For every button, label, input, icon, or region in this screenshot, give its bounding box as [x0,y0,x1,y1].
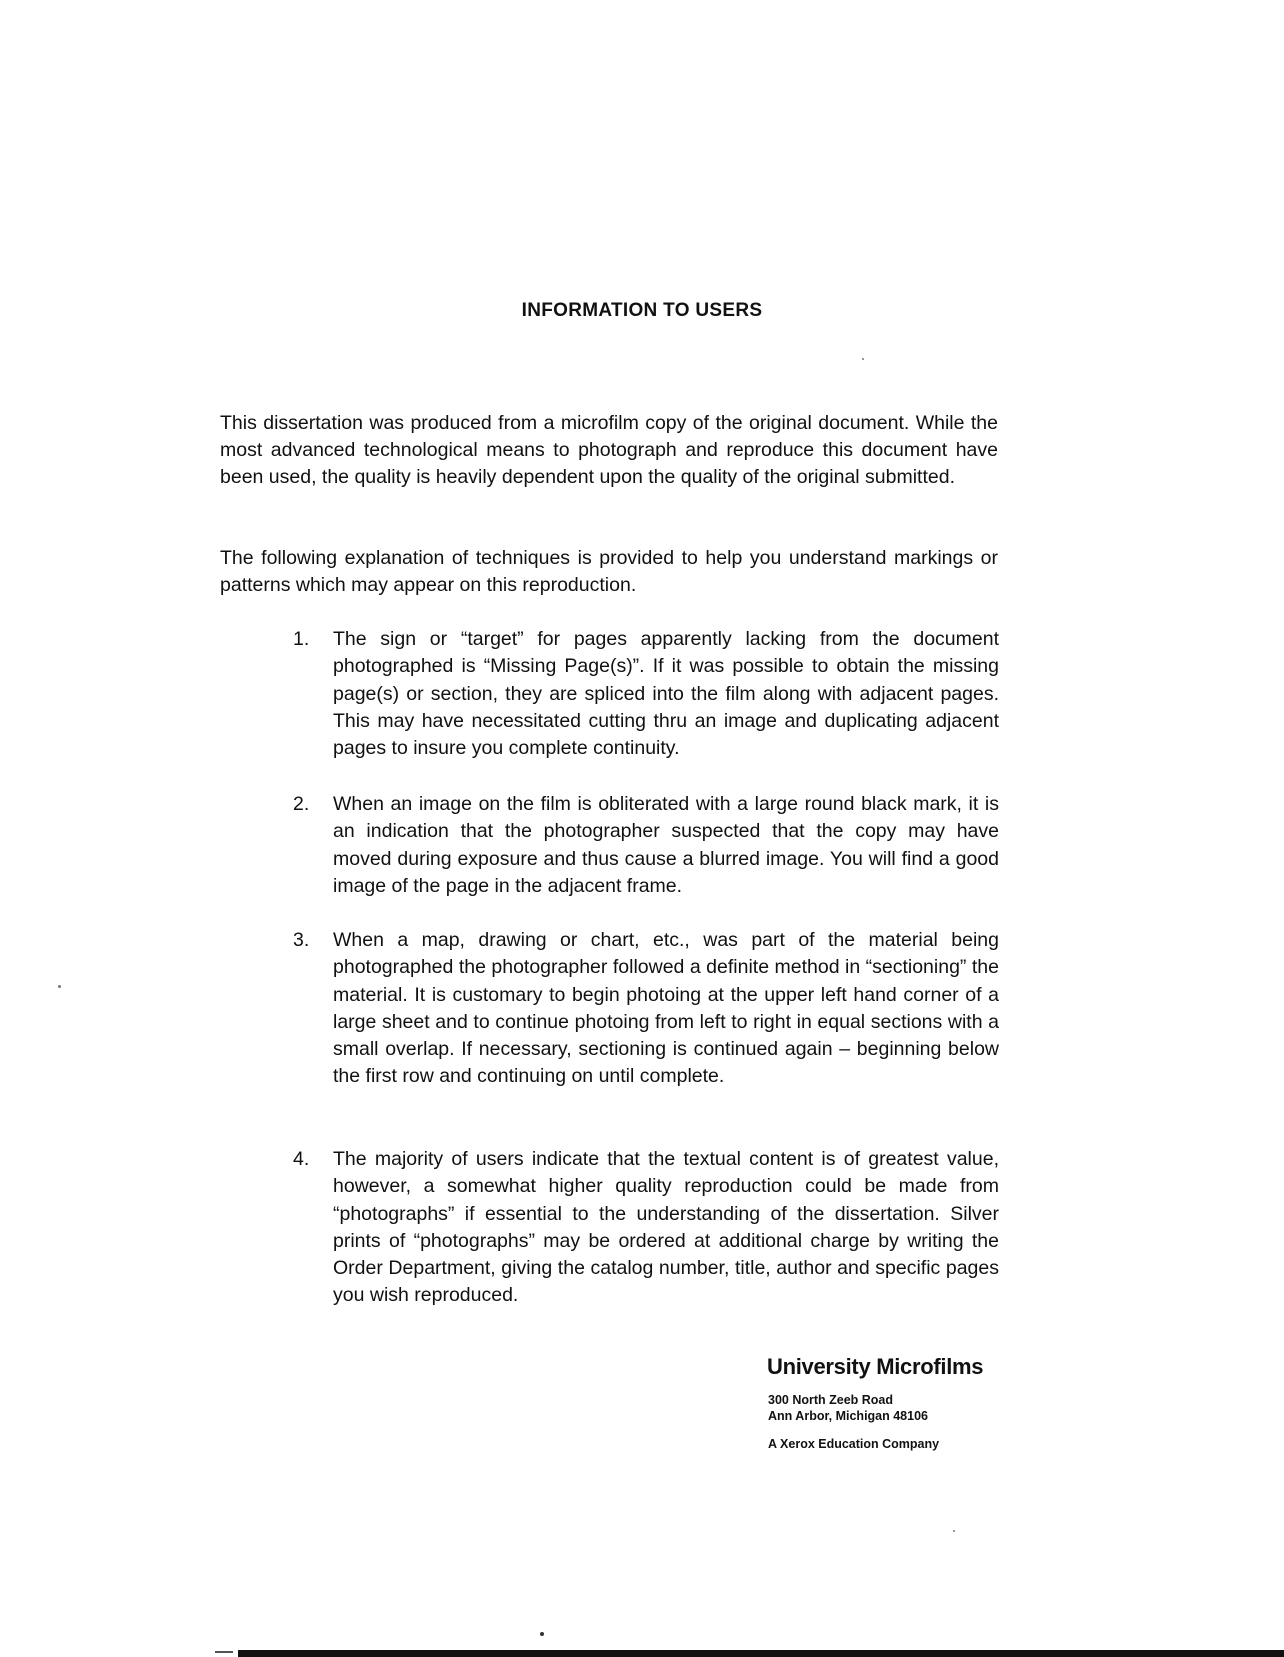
scan-speck [540,1632,544,1636]
publisher-address-line-2: Ann Arbor, Michigan 48106 [768,1409,928,1423]
list-item-number: 3. [293,929,310,951]
scan-edge-tick [215,1651,233,1653]
list-item [293,927,999,1091]
intro-paragraph-2: The following explanation of techniques is provided to help you understand markings or patterns which may appear on this reproduction. [220,547,998,597]
intro-paragraph-1: This dissertation was produced from a microfilm copy of the original document. While the most advanced technological means to photograph and reproduce this document have been used, the quality is heavily dependent upon the quality of the original submitted. [220,412,998,489]
scan-speck [862,358,864,360]
page-title: INFORMATION TO USERS [521,300,763,321]
list-item [293,1146,999,1310]
scan-speck [58,985,61,988]
list-item [293,791,999,900]
list-item-text: The sign or “target” for pages apparently lacking from the document photographed is “Missing Page(s)”. If it was possible to obtain the missing page(s) or section, they are spliced into the film along with adjacent pages. This may have necessitated cutting thru an image and duplicating adjacent pages to insure you complete continuity. [333,628,999,760]
scan-bottom-border [238,1650,1284,1657]
publisher-name: University Microfilms [767,1354,984,1379]
list-item-number: 1. [293,628,310,650]
publisher-address-line-1: 300 North Zeeb Road [768,1393,894,1407]
list-item-text: The majority of users indicate that the textual content is of greatest value, however, a somewhat higher quality reproduction could be made from “photographs” if essential to the understanding of the dissertation. Silver prints of “photographs” may be ordered at additional charge by writing the Order Department, giving the catalog number, title, author and specific pages you wish reproduced. [333,1148,999,1307]
publisher-company: A Xerox Education Company [768,1437,940,1451]
list-item [293,626,999,762]
list-item-text: When a map, drawing or chart, etc., was part of the material being photographed the photographer followed a definite method in “sectioning” the material. It is customary to begin photoing at the upper left hand corner of a large sheet and to continue photoing from left to right in equal sections with a small overlap. If necessary, sectioning is continued again – beginning below the first row and continuing on until complete. [333,929,999,1088]
list-item-number: 4. [293,1148,310,1170]
scan-speck [953,1530,955,1532]
list-item-text: When an image on the film is obliterated with a large round black mark, it is an indication that the photographer suspected that the copy may have moved during exposure and thus cause a blurred image. You will find a good image of the page in the adjacent frame. [333,793,999,897]
list-item-number: 2. [293,793,310,815]
